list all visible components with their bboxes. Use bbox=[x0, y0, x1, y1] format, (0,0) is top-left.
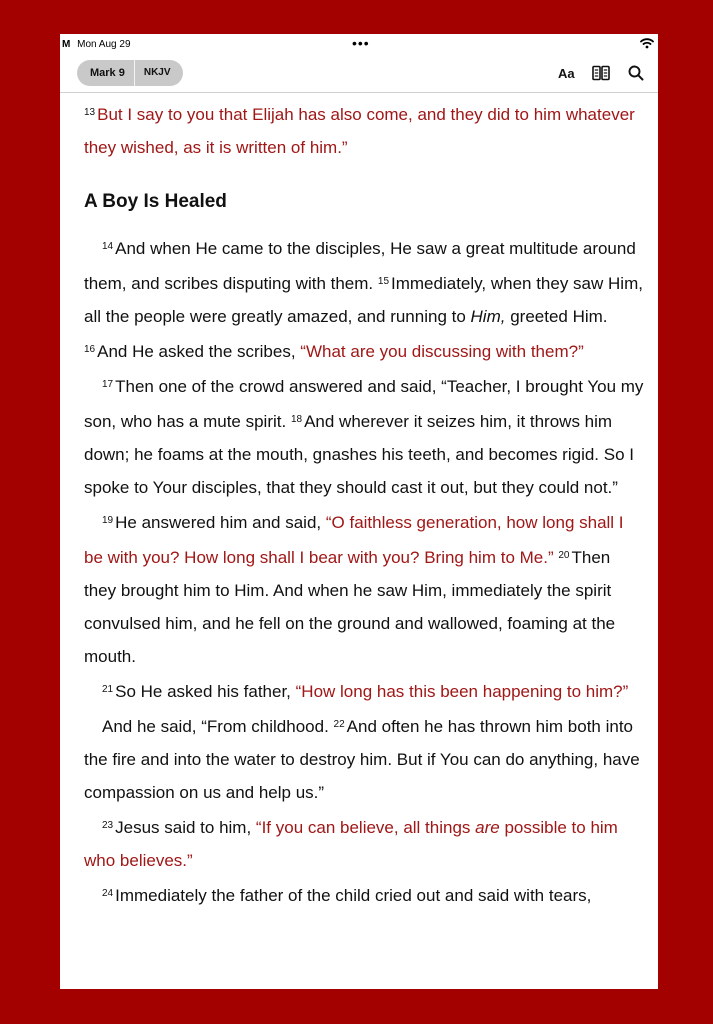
verse-text: greeted Him. bbox=[505, 307, 608, 326]
verse-text: And often he has thrown him both into the fire and into the water to destroy him. But if You can do anything, have compassion on us and help us.” bbox=[84, 717, 640, 802]
words-of-christ: “How long has this been happening to him?” bbox=[295, 682, 629, 701]
version-button[interactable]: NKJV bbox=[143, 67, 171, 78]
open-book-icon[interactable] bbox=[592, 64, 610, 82]
verse-text: He answered him and said, bbox=[115, 513, 326, 532]
verse-text: Immediately, when they saw Him, all the people were greatly amazed, and running to bbox=[84, 274, 643, 326]
paragraph-v14 bbox=[84, 230, 646, 368]
verse-text: And wherever it seizes him, it throws him down; he foams at the mouth, gnashes his teeth, and becomes rigid. So I spoke to Your disciples, that they should cast it out, but they could not.” bbox=[84, 412, 634, 497]
status-date: Mon Aug 29 bbox=[77, 39, 131, 50]
status-left bbox=[62, 39, 131, 50]
paragraph-v19 bbox=[84, 504, 646, 673]
passage-selector bbox=[77, 60, 183, 86]
verse-number[interactable]: 14 bbox=[102, 241, 114, 252]
verse-number[interactable]: 16 bbox=[84, 344, 96, 355]
verse-number[interactable]: 22 bbox=[333, 719, 345, 730]
verse-number[interactable]: 15 bbox=[377, 276, 390, 287]
verse-number[interactable]: 19 bbox=[102, 515, 114, 526]
paragraph-v17 bbox=[84, 368, 646, 504]
words-of-christ: “If you can believe, all things bbox=[255, 818, 476, 837]
reader-toolbar bbox=[60, 56, 658, 93]
verse-number[interactable]: 20 bbox=[558, 550, 570, 561]
paragraph-v23 bbox=[84, 809, 646, 877]
paragraph-v24 bbox=[84, 877, 646, 912]
book-chapter-button[interactable]: Mark 9 bbox=[77, 60, 135, 86]
font-settings-button[interactable]: Aa bbox=[558, 65, 575, 81]
verse-text: And He asked the scribes, bbox=[97, 342, 301, 361]
reader-screen bbox=[60, 34, 658, 989]
paragraph-v13 bbox=[84, 96, 646, 164]
verse-text: And he said, “From childhood. bbox=[102, 717, 329, 736]
words-of-christ-italic: are bbox=[475, 818, 500, 837]
verse-text: Then one of the crowd answered and said, “Teacher, I brought You my son, who has a mute spirit. bbox=[84, 377, 644, 431]
verse-text: Jesus said to him, bbox=[115, 818, 256, 837]
verse-number[interactable]: 23 bbox=[102, 820, 114, 831]
paragraph-v22 bbox=[84, 708, 646, 809]
verse-number[interactable]: 13 bbox=[84, 107, 96, 118]
verse-text-italic: Him, bbox=[470, 307, 506, 326]
wifi-icon bbox=[640, 37, 654, 49]
verse-number[interactable]: 21 bbox=[102, 684, 114, 695]
words-of-christ: “O faithless generation, how long shall I be with you? How long shall I bear with you? Bring him to Me.” bbox=[84, 513, 624, 567]
carrier-label: M bbox=[62, 39, 71, 50]
words-of-christ: possible to him who believes.” bbox=[84, 818, 618, 870]
verse-number[interactable]: 17 bbox=[102, 379, 114, 390]
multitasking-dots[interactable]: ••• bbox=[352, 35, 370, 51]
paragraph-v21 bbox=[84, 673, 646, 708]
words-of-christ: But I say to you that Elijah has also come, and they did to him whatever they wished, as it is written of him.” bbox=[84, 105, 635, 157]
verse-text: And when He came to the disciples, He saw a great multitude around them, and scribes disputing with them. bbox=[84, 239, 636, 293]
words-of-christ: “What are you discussing with them?” bbox=[300, 342, 584, 361]
verse-number[interactable]: 18 bbox=[290, 414, 303, 425]
verse-text: Then they brought him to Him. And when he saw Him, immediately the spirit convulsed him, and he fell on the ground and wallowed, foaming at the mouth. bbox=[84, 548, 616, 666]
section-heading: A Boy Is Healed bbox=[84, 191, 227, 212]
verse-number[interactable]: 24 bbox=[102, 888, 114, 899]
verse-text: Immediately the father of the child cried out and said with tears, bbox=[115, 886, 592, 905]
status-bar bbox=[60, 34, 658, 56]
passage-content bbox=[84, 94, 646, 912]
search-icon[interactable] bbox=[628, 64, 644, 82]
verse-text: So He asked his father, bbox=[115, 682, 296, 701]
